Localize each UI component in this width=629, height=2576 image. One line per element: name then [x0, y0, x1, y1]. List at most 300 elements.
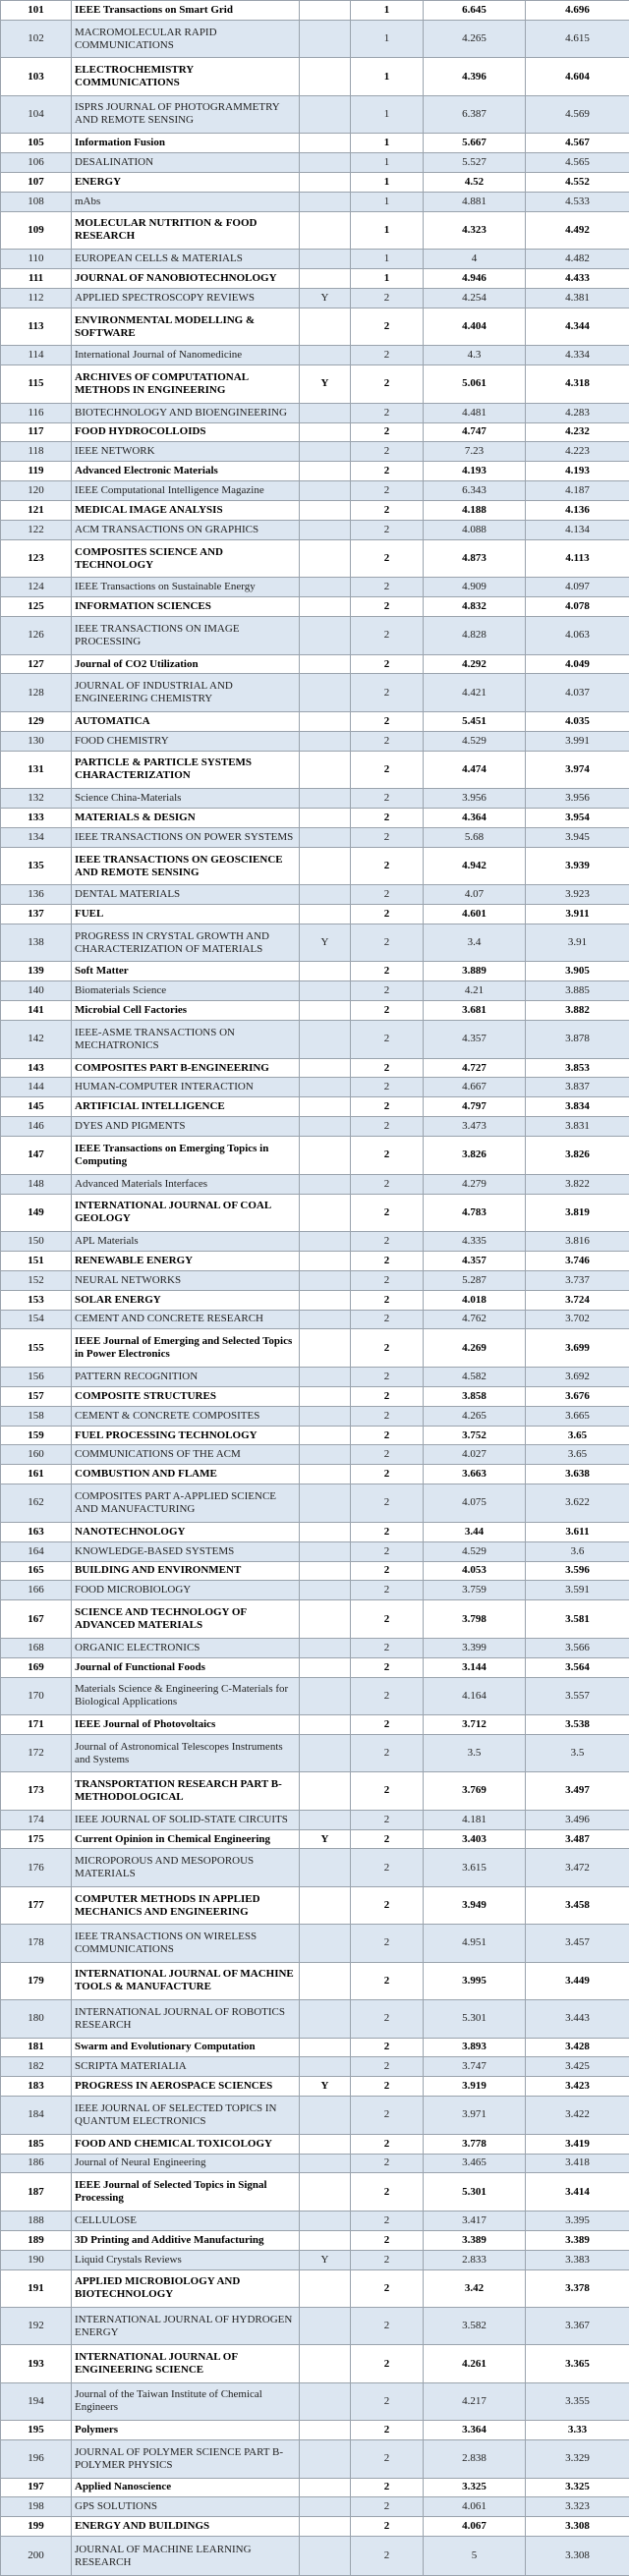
quartile-cell: 2: [351, 2134, 424, 2154]
five-year-impact-factor-cell: 4.136: [526, 501, 629, 521]
quartile-cell: 1: [351, 250, 424, 269]
quartile-cell: 2: [351, 905, 424, 924]
journal-name-cell: IEEE NETWORK: [72, 442, 300, 462]
rank-cell: 126: [1, 617, 72, 654]
table-row: [1, 539, 629, 577]
journal-name-cell: ACM TRANSACTIONS ON GRAPHICS: [72, 521, 300, 540]
flag-cell: [300, 95, 351, 133]
impact-factor-cell: 5.301: [424, 2173, 526, 2211]
table-row: [1, 1677, 629, 1714]
rank-cell: 179: [1, 1962, 72, 1999]
five-year-impact-factor-cell: 3.355: [526, 2382, 629, 2420]
journal-name-cell: MACROMOLECULAR RAPID COMMUNICATIONS: [72, 20, 300, 57]
flag-cell: [300, 2230, 351, 2250]
flag-cell: [300, 422, 351, 442]
five-year-impact-factor-cell: 3.945: [526, 827, 629, 847]
journal-name-cell: Journal of the Taiwan Institute of Chemical Engineers: [72, 2382, 300, 2420]
table-row: [1, 2440, 629, 2478]
table-row: [1, 2154, 629, 2173]
rank-cell: 184: [1, 2097, 72, 2134]
quartile-cell: 1: [351, 211, 424, 249]
impact-factor-cell: 3.747: [424, 2057, 526, 2077]
rank-cell: 162: [1, 1484, 72, 1522]
rank-cell: 165: [1, 1561, 72, 1581]
quartile-cell: 2: [351, 2517, 424, 2537]
flag-cell: [300, 1734, 351, 1771]
journal-name-cell: MOLECULAR NUTRITION & FOOD RESEARCH: [72, 211, 300, 249]
rank-cell: 187: [1, 2173, 72, 2211]
table-row: [1, 1270, 629, 1290]
journal-name-cell: Soft Matter: [72, 962, 300, 981]
journal-name-cell: INTERNATIONAL JOURNAL OF COAL GEOLOGY: [72, 1194, 300, 1231]
five-year-impact-factor-cell: 4.533: [526, 192, 629, 211]
flag-cell: Y: [300, 1829, 351, 1849]
rank-cell: 195: [1, 2421, 72, 2440]
flag-cell: [300, 1251, 351, 1270]
flag-cell: [300, 789, 351, 809]
journal-name-cell: FOOD HYDROCOLLOIDS: [72, 422, 300, 442]
rank-cell: 148: [1, 1174, 72, 1194]
flag-cell: [300, 308, 351, 345]
flag-cell: [300, 2134, 351, 2154]
table-row: [1, 789, 629, 809]
rank-cell: 119: [1, 462, 72, 481]
journal-name-cell: IEEE Transactions on Sustainable Energy: [72, 578, 300, 597]
quartile-cell: 2: [351, 1290, 424, 1310]
table-row: [1, 617, 629, 654]
five-year-impact-factor-cell: 4.187: [526, 481, 629, 501]
flag-cell: [300, 20, 351, 57]
five-year-impact-factor-cell: 3.905: [526, 962, 629, 981]
rank-cell: 108: [1, 192, 72, 211]
flag-cell: [300, 2440, 351, 2478]
flag-cell: [300, 1231, 351, 1251]
quartile-cell: 2: [351, 422, 424, 442]
impact-factor-cell: 3.759: [424, 1581, 526, 1600]
journal-name-cell: COMPOSITES SCIENCE AND TECHNOLOGY: [72, 539, 300, 577]
table-row: [1, 2057, 629, 2077]
flag-cell: [300, 250, 351, 269]
impact-factor-cell: 3.473: [424, 1117, 526, 1137]
quartile-cell: 2: [351, 521, 424, 540]
five-year-impact-factor-cell: 3.737: [526, 1270, 629, 1290]
flag-cell: [300, 1541, 351, 1561]
five-year-impact-factor-cell: 3.472: [526, 1849, 629, 1886]
five-year-impact-factor-cell: 3.557: [526, 1677, 629, 1714]
journal-name-cell: AUTOMATICA: [72, 711, 300, 731]
table-row: [1, 1386, 629, 1406]
flag-cell: [300, 981, 351, 1001]
flag-cell: [300, 827, 351, 847]
quartile-cell: 2: [351, 617, 424, 654]
rank-cell: 157: [1, 1386, 72, 1406]
impact-factor-cell: 3.417: [424, 2211, 526, 2230]
table-row: [1, 346, 629, 365]
five-year-impact-factor-cell: 3.423: [526, 2077, 629, 2097]
rank-cell: 164: [1, 1541, 72, 1561]
five-year-impact-factor-cell: 4.334: [526, 346, 629, 365]
table-row: [1, 250, 629, 269]
five-year-impact-factor-cell: 3.325: [526, 2478, 629, 2497]
journal-name-cell: MEDICAL IMAGE ANALYSIS: [72, 501, 300, 521]
five-year-impact-factor-cell: 3.665: [526, 1406, 629, 1426]
quartile-cell: 2: [351, 346, 424, 365]
rank-cell: 128: [1, 674, 72, 711]
rank-cell: 156: [1, 1367, 72, 1386]
impact-factor-cell: 5.68: [424, 827, 526, 847]
flag-cell: [300, 1058, 351, 1078]
impact-factor-cell: 5.301: [424, 2000, 526, 2038]
table-row: [1, 58, 629, 95]
table-row: [1, 192, 629, 211]
quartile-cell: 1: [351, 269, 424, 289]
rank-cell: 160: [1, 1445, 72, 1465]
journal-name-cell: ISPRS JOURNAL OF PHOTOGRAMMETRY AND REMOTE SENSING: [72, 95, 300, 133]
five-year-impact-factor-cell: 3.826: [526, 1137, 629, 1174]
impact-factor-cell: 3.582: [424, 2307, 526, 2344]
journal-name-cell: JOURNAL OF INDUSTRIAL AND ENGINEERING CHEMISTRY: [72, 674, 300, 711]
flag-cell: [300, 578, 351, 597]
five-year-impact-factor-cell: 3.923: [526, 885, 629, 905]
flag-cell: [300, 1097, 351, 1117]
flag-cell: [300, 462, 351, 481]
flag-cell: [300, 539, 351, 577]
table-row: [1, 2173, 629, 2211]
flag-cell: [300, 2478, 351, 2497]
impact-factor-cell: 3.144: [424, 1657, 526, 1677]
quartile-cell: 2: [351, 1251, 424, 1270]
five-year-impact-factor-cell: 3.939: [526, 847, 629, 884]
five-year-impact-factor-cell: 3.418: [526, 2154, 629, 2173]
flag-cell: [300, 1849, 351, 1886]
five-year-impact-factor-cell: 3.581: [526, 1600, 629, 1638]
table-row: [1, 1251, 629, 1270]
flag-cell: [300, 2345, 351, 2382]
rank-cell: 198: [1, 2497, 72, 2517]
flag-cell: [300, 153, 351, 173]
journal-name-cell: Journal of CO2 Utilization: [72, 654, 300, 674]
impact-factor-cell: 6.387: [424, 95, 526, 133]
rank-cell: 103: [1, 58, 72, 95]
rank-cell: 112: [1, 288, 72, 308]
journal-name-cell: SOLAR ENERGY: [72, 1290, 300, 1310]
flag-cell: [300, 2307, 351, 2344]
impact-factor-cell: 4.027: [424, 1445, 526, 1465]
quartile-cell: 2: [351, 442, 424, 462]
flag-cell: [300, 1581, 351, 1600]
table-row: [1, 462, 629, 481]
rank-cell: 142: [1, 1021, 72, 1058]
table-row: [1, 1886, 629, 1924]
impact-factor-cell: 7.23: [424, 442, 526, 462]
flag-cell: [300, 847, 351, 884]
impact-factor-cell: 4.529: [424, 1541, 526, 1561]
table-row: [1, 1137, 629, 1174]
impact-factor-cell: 4.21: [424, 981, 526, 1001]
flag-cell: [300, 1290, 351, 1310]
impact-factor-cell: 3.364: [424, 2421, 526, 2440]
rank-cell: 124: [1, 578, 72, 597]
journal-name-cell: IEEE Transactions on Smart Grid: [72, 1, 300, 21]
table-row: [1, 674, 629, 711]
flag-cell: [300, 1137, 351, 1174]
impact-factor-cell: 4.52: [424, 172, 526, 192]
table-row: [1, 1849, 629, 1886]
impact-factor-cell: 3.919: [424, 2077, 526, 2097]
table-row: [1, 885, 629, 905]
journal-name-cell: PROGRESS IN CRYSTAL GROWTH AND CHARACTERIZATION OF MATERIALS: [72, 924, 300, 962]
rank-cell: 183: [1, 2077, 72, 2097]
quartile-cell: 2: [351, 1849, 424, 1886]
quartile-cell: 2: [351, 308, 424, 345]
quartile-cell: 1: [351, 172, 424, 192]
five-year-impact-factor-cell: 3.837: [526, 1078, 629, 1097]
quartile-cell: 2: [351, 1194, 424, 1231]
flag-cell: [300, 403, 351, 422]
table-row: [1, 1925, 629, 1962]
five-year-impact-factor-cell: 3.487: [526, 1829, 629, 1849]
quartile-cell: 2: [351, 1772, 424, 1810]
rank-cell: 172: [1, 1734, 72, 1771]
impact-factor-cell: 4.404: [424, 308, 526, 345]
impact-factor-cell: 4.582: [424, 1367, 526, 1386]
impact-factor-cell: 4.217: [424, 2382, 526, 2420]
flag-cell: [300, 1117, 351, 1137]
impact-factor-cell: 4.323: [424, 211, 526, 249]
quartile-cell: 2: [351, 1097, 424, 1117]
table-row: [1, 2517, 629, 2537]
table-row: [1, 1426, 629, 1445]
rank-cell: 180: [1, 2000, 72, 2038]
rank-cell: 163: [1, 1522, 72, 1541]
journal-name-cell: PARTICLE & PARTICLE SYSTEMS CHARACTERIZATION: [72, 751, 300, 788]
rank-cell: 129: [1, 711, 72, 731]
flag-cell: [300, 58, 351, 95]
five-year-impact-factor-cell: 4.433: [526, 269, 629, 289]
flag-cell: [300, 2097, 351, 2134]
quartile-cell: 1: [351, 20, 424, 57]
quartile-cell: 2: [351, 2057, 424, 2077]
impact-factor-cell: 4.474: [424, 751, 526, 788]
rank-cell: 105: [1, 134, 72, 153]
table-row: [1, 1, 629, 21]
table-row: [1, 2097, 629, 2134]
journal-name-cell: IEEE Journal of Selected Topics in Signal Processing: [72, 2173, 300, 2211]
five-year-impact-factor-cell: 4.035: [526, 711, 629, 731]
rank-cell: 190: [1, 2250, 72, 2269]
five-year-impact-factor-cell: 3.974: [526, 751, 629, 788]
journal-name-cell: Science China-Materials: [72, 789, 300, 809]
impact-factor-cell: 6.343: [424, 481, 526, 501]
five-year-impact-factor-cell: 3.65: [526, 1445, 629, 1465]
table-row: [1, 20, 629, 57]
journal-name-cell: IEEE-ASME TRANSACTIONS ON MECHATRONICS: [72, 1021, 300, 1058]
journal-name-cell: ELECTROCHEMISTRY COMMUNICATIONS: [72, 58, 300, 95]
journal-name-cell: IEEE TRANSACTIONS ON WIRELESS COMMUNICATIONS: [72, 1925, 300, 1962]
impact-factor-cell: 4.254: [424, 288, 526, 308]
five-year-impact-factor-cell: 4.113: [526, 539, 629, 577]
table-row: [1, 365, 629, 403]
five-year-impact-factor-cell: 4.604: [526, 58, 629, 95]
quartile-cell: 2: [351, 1600, 424, 1638]
five-year-impact-factor-cell: 4.492: [526, 211, 629, 249]
flag-cell: [300, 1, 351, 21]
journal-name-cell: COMPOSITES PART A-APPLIED SCIENCE AND MANUFACTURING: [72, 1484, 300, 1522]
five-year-impact-factor-cell: 3.367: [526, 2307, 629, 2344]
rank-cell: 116: [1, 403, 72, 422]
journal-name-cell: IEEE JOURNAL OF SOLID-STATE CIRCUITS: [72, 1810, 300, 1829]
journal-name-cell: Biomaterials Science: [72, 981, 300, 1001]
quartile-cell: 2: [351, 809, 424, 828]
impact-factor-cell: 5.451: [424, 711, 526, 731]
journal-name-cell: DENTAL MATERIALS: [72, 885, 300, 905]
five-year-impact-factor-cell: 3.991: [526, 731, 629, 751]
rank-cell: 197: [1, 2478, 72, 2497]
table-row: [1, 521, 629, 540]
quartile-cell: 2: [351, 1021, 424, 1058]
impact-factor-cell: 3.681: [424, 1001, 526, 1021]
rank-cell: 109: [1, 211, 72, 249]
journal-name-cell: JOURNAL OF NANOBIOTECHNOLOGY: [72, 269, 300, 289]
table-row: [1, 809, 629, 828]
five-year-impact-factor-cell: 4.037: [526, 674, 629, 711]
five-year-impact-factor-cell: 3.885: [526, 981, 629, 1001]
rank-cell: 118: [1, 442, 72, 462]
impact-factor-cell: 4.261: [424, 2345, 526, 2382]
impact-factor-cell: 4.747: [424, 422, 526, 442]
rank-cell: 141: [1, 1001, 72, 1021]
table-row: [1, 731, 629, 751]
five-year-impact-factor-cell: 3.692: [526, 1367, 629, 1386]
flag-cell: [300, 269, 351, 289]
journal-name-cell: FOOD MICROBIOLOGY: [72, 1581, 300, 1600]
table-row: [1, 134, 629, 153]
journal-name-cell: GPS SOLUTIONS: [72, 2497, 300, 2517]
table-row: [1, 654, 629, 674]
flag-cell: [300, 2038, 351, 2057]
impact-factor-cell: 4.357: [424, 1251, 526, 1270]
journal-name-cell: mAbs: [72, 192, 300, 211]
table-row: [1, 2038, 629, 2057]
flag-cell: [300, 1600, 351, 1638]
flag-cell: [300, 1194, 351, 1231]
flag-cell: [300, 1638, 351, 1657]
five-year-impact-factor-cell: 3.564: [526, 1657, 629, 1677]
rank-cell: 137: [1, 905, 72, 924]
rank-cell: 111: [1, 269, 72, 289]
rank-cell: 169: [1, 1657, 72, 1677]
table-row: [1, 2497, 629, 2517]
rank-cell: 177: [1, 1886, 72, 1924]
table-row: [1, 597, 629, 617]
table-row: [1, 1231, 629, 1251]
flag-cell: [300, 2421, 351, 2440]
flag-cell: [300, 654, 351, 674]
flag-cell: [300, 481, 351, 501]
five-year-impact-factor-cell: 3.383: [526, 2250, 629, 2269]
five-year-impact-factor-cell: 3.831: [526, 1117, 629, 1137]
five-year-impact-factor-cell: 3.91: [526, 924, 629, 962]
quartile-cell: 2: [351, 1310, 424, 1329]
flag-cell: [300, 1426, 351, 1445]
impact-factor-cell: 4.269: [424, 1329, 526, 1367]
five-year-impact-factor-cell: 3.819: [526, 1194, 629, 1231]
journal-name-cell: NANOTECHNOLOGY: [72, 1522, 300, 1541]
quartile-cell: 2: [351, 481, 424, 501]
quartile-cell: 2: [351, 1117, 424, 1137]
rank-cell: 123: [1, 539, 72, 577]
table-row: [1, 1174, 629, 1194]
flag-cell: [300, 1772, 351, 1810]
flag-cell: [300, 962, 351, 981]
quartile-cell: 2: [351, 597, 424, 617]
five-year-impact-factor-cell: 4.063: [526, 617, 629, 654]
quartile-cell: 2: [351, 1426, 424, 1445]
impact-factor-cell: 3.5: [424, 1734, 526, 1771]
five-year-impact-factor-cell: 3.746: [526, 1251, 629, 1270]
journal-name-cell: SCIENCE AND TECHNOLOGY OF ADVANCED MATERIALS: [72, 1600, 300, 1638]
impact-factor-cell: 2.838: [424, 2440, 526, 2478]
journal-name-cell: JOURNAL OF POLYMER SCIENCE PART B-POLYMER PHYSICS: [72, 2440, 300, 2478]
impact-factor-cell: 3.399: [424, 1638, 526, 1657]
five-year-impact-factor-cell: 3.414: [526, 2173, 629, 2211]
rank-cell: 189: [1, 2230, 72, 2250]
table-row: [1, 924, 629, 962]
rank-cell: 159: [1, 1426, 72, 1445]
table-row: [1, 2211, 629, 2230]
rank-cell: 121: [1, 501, 72, 521]
five-year-impact-factor-cell: 3.308: [526, 2537, 629, 2576]
quartile-cell: 2: [351, 674, 424, 711]
table-row: [1, 422, 629, 442]
table-row: [1, 1541, 629, 1561]
five-year-impact-factor-cell: 4.565: [526, 153, 629, 173]
table-row: [1, 172, 629, 192]
flag-cell: [300, 1677, 351, 1714]
table-row: [1, 1465, 629, 1484]
table-row: [1, 308, 629, 345]
quartile-cell: 1: [351, 134, 424, 153]
flag-cell: [300, 192, 351, 211]
five-year-impact-factor-cell: 4.283: [526, 403, 629, 422]
five-year-impact-factor-cell: 3.33: [526, 2421, 629, 2440]
impact-factor-cell: 4.909: [424, 578, 526, 597]
quartile-cell: 2: [351, 288, 424, 308]
rank-cell: 161: [1, 1465, 72, 1484]
rank-cell: 152: [1, 1270, 72, 1290]
five-year-impact-factor-cell: 3.538: [526, 1714, 629, 1734]
flag-cell: [300, 211, 351, 249]
impact-factor-cell: 4.529: [424, 731, 526, 751]
journal-name-cell: ENERGY: [72, 172, 300, 192]
table-row: [1, 2250, 629, 2269]
rank-cell: 194: [1, 2382, 72, 2420]
table-row: [1, 403, 629, 422]
five-year-impact-factor-cell: 3.853: [526, 1058, 629, 1078]
rank-cell: 182: [1, 2057, 72, 2077]
flag-cell: [300, 172, 351, 192]
flag-cell: [300, 2154, 351, 2173]
journal-name-cell: FUEL PROCESSING TECHNOLOGY: [72, 1426, 300, 1445]
rank-cell: 153: [1, 1290, 72, 1310]
impact-factor-cell: 4.667: [424, 1078, 526, 1097]
quartile-cell: 2: [351, 1886, 424, 1924]
flag-cell: [300, 1270, 351, 1290]
flag-cell: [300, 1886, 351, 1924]
flag-cell: [300, 731, 351, 751]
quartile-cell: 2: [351, 981, 424, 1001]
impact-factor-cell: 4.762: [424, 1310, 526, 1329]
